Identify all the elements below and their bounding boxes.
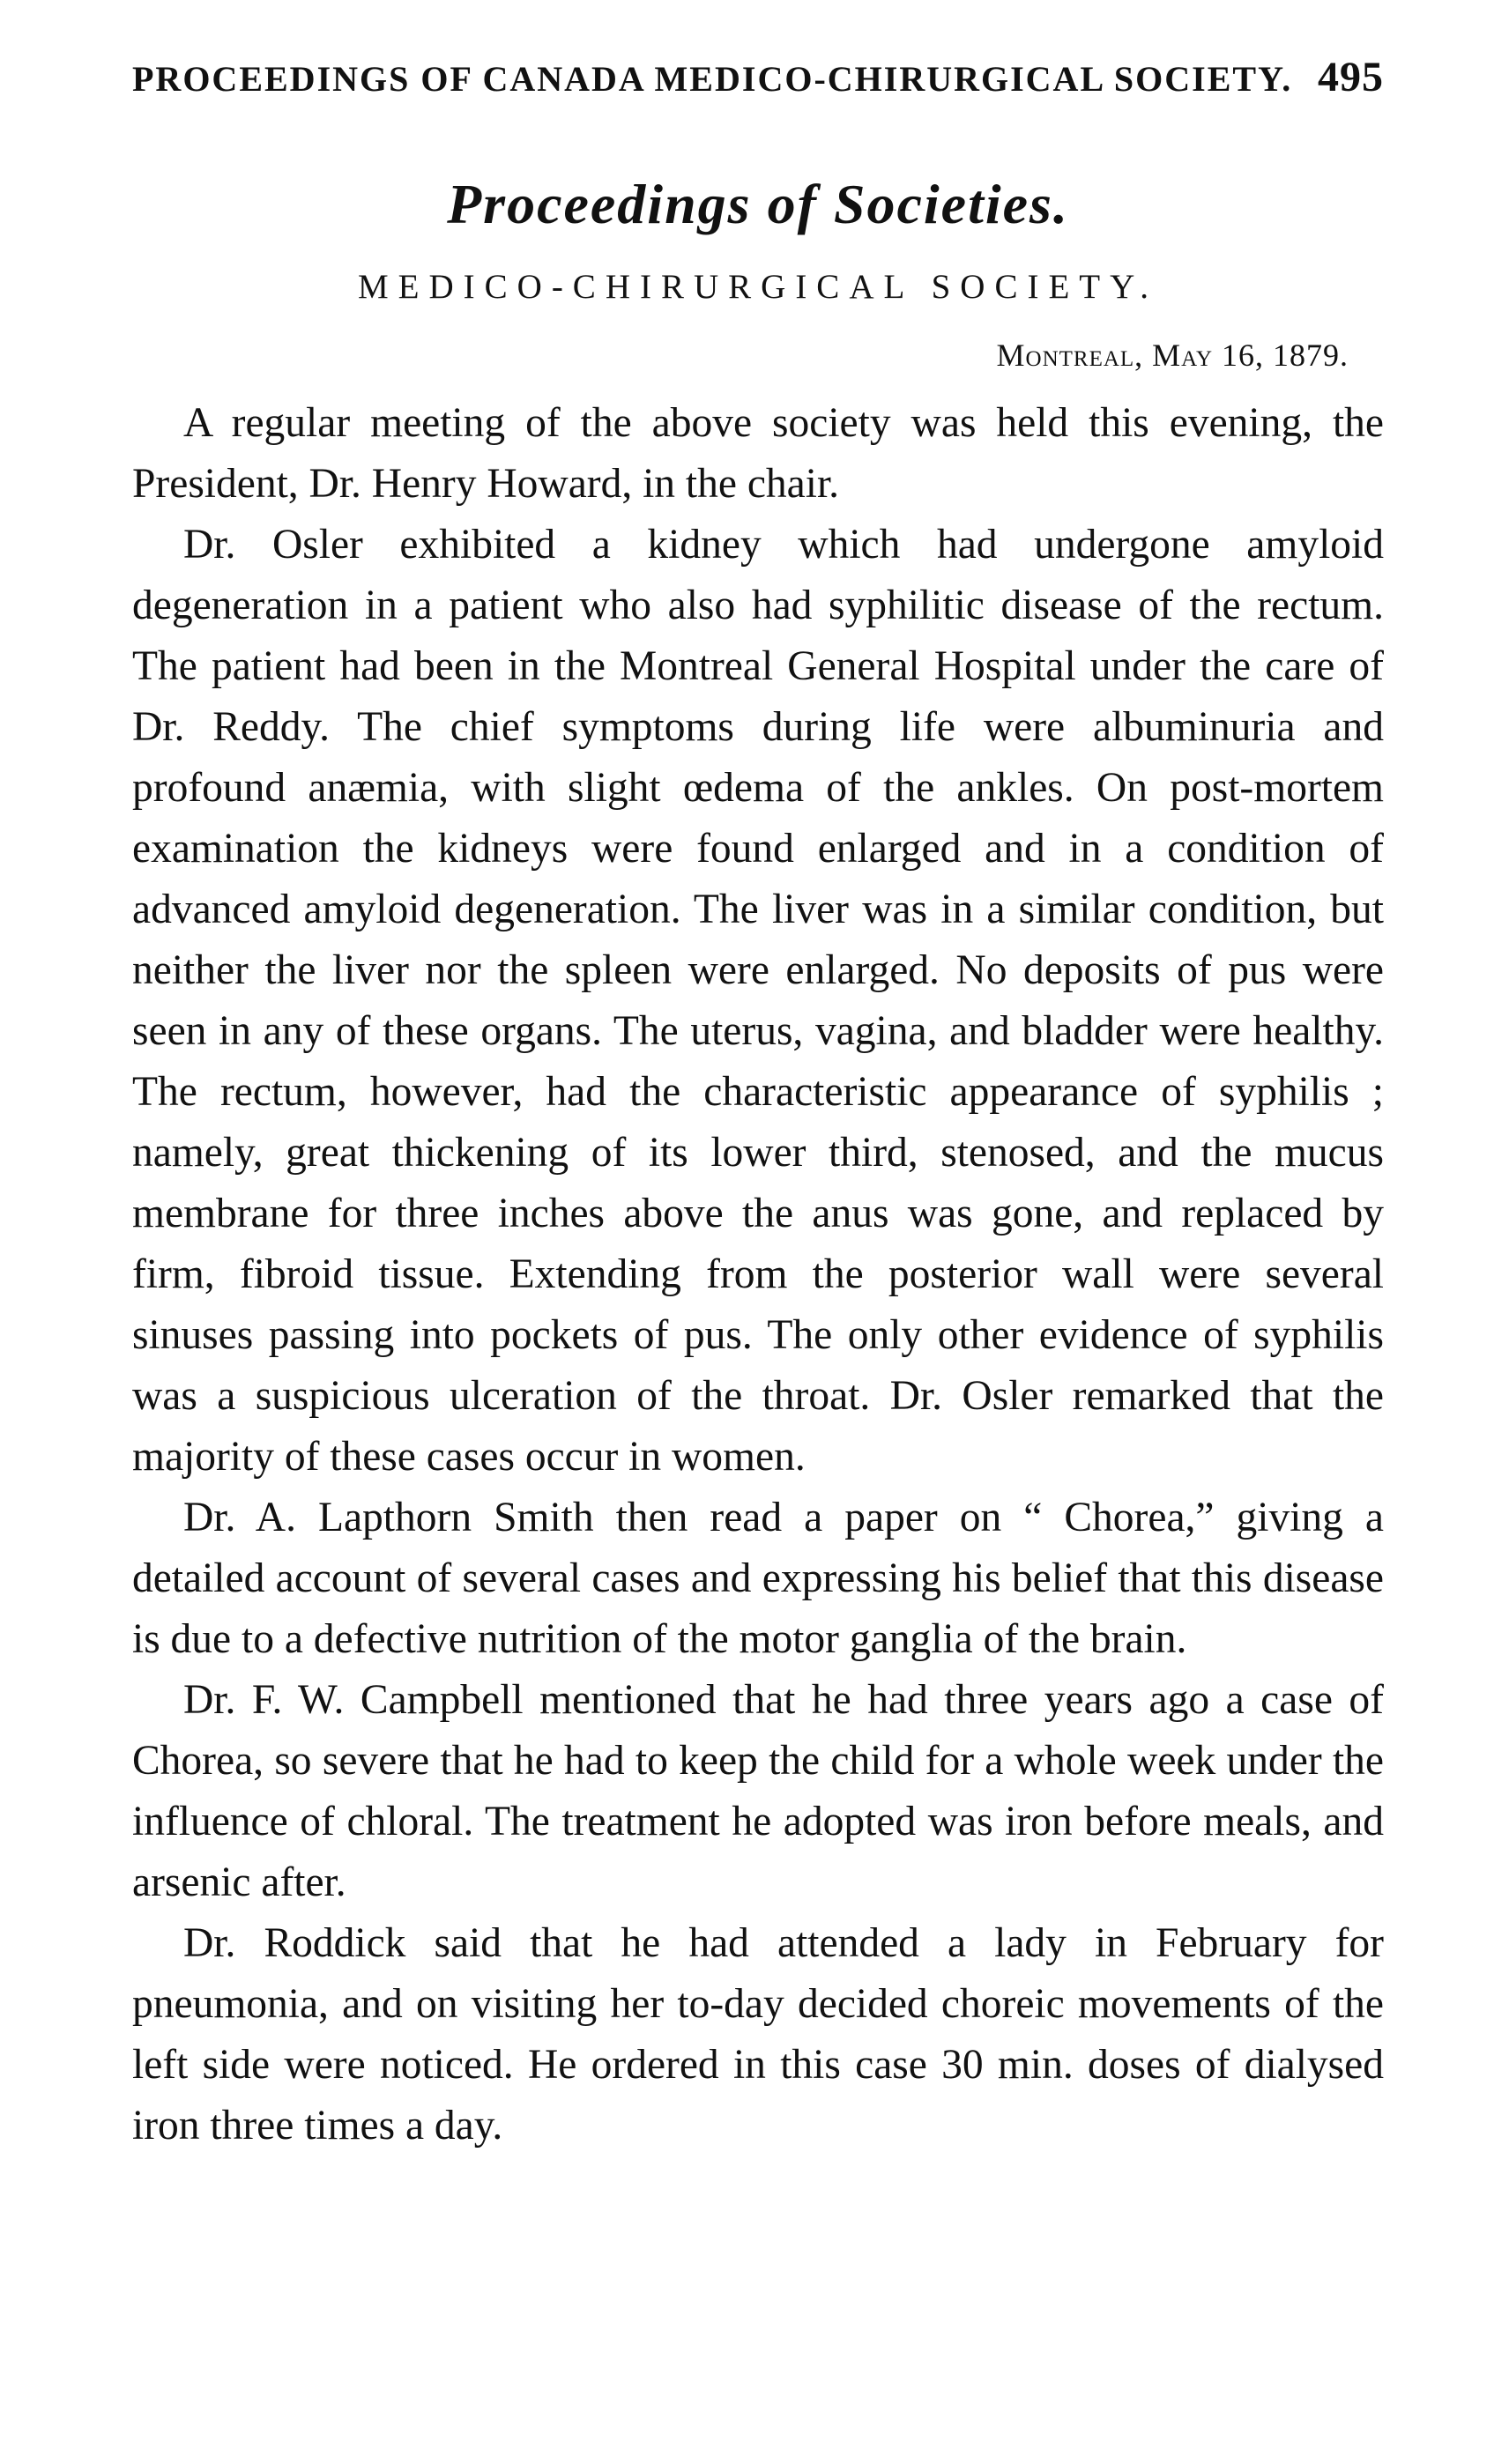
page-number: 495 [1318,54,1384,100]
section-heading: Proceedings of Societies. [447,173,1069,235]
body-text [132,393,1384,2156]
paragraph-campbell-case: Dr. F. W. Campbell mentioned that he had three years ago a case of Chorea, so severe that he had to keep the child for a whole week under the influence of chloral. The treatment he adopted was iron before meals, and arsenic after. [132,1677,1384,1905]
paragraph-meeting-opening: A regular meeting of the above society was held this evening, the President, Dr. Henry Howard, in the chair. [132,400,1384,507]
paragraph-roddick-case: Dr. Roddick said that he had attended a lady in February for pneumonia, and on visiting her to-day decided choreic movements of the left side were noticed. He ordered in this case 30 min. doses of dialysed iron three times a day. [132,1920,1384,2149]
society-title: MEDICO-CHIRURGICAL SOCIETY. [357,268,1158,306]
running-head-title: PROCEEDINGS OF CANADA MEDICO-CHIRURGICAL SOCIETY. [132,59,1293,99]
dateline: Montreal, May 16, 1879. [996,338,1349,373]
paragraph-osler-kidney: Dr. Osler exhibited a kidney which had undergone amyloid degeneration in a patient who also had syphilitic disease of the rectum. The patient had been in the Montreal General Hospital under the care of Dr. Reddy. The chief symptoms during life were albuminuria and profound anæmia, with slight œdema of the ankles. On post-mortem examination the kidneys were found enlarged and in a condition of advanced amyloid degeneration. The liver was in a similar condition, but neither the liver nor the spleen were enlarged. No deposits of pus were seen in any of these organs. The uterus, vagina, and bladder were healthy. The rectum, however, had the characteristic appearance of syphilis ; namely, great thickening of its lower third, stenosed, and the mucus membrane for three inches above the anus was gone, and replaced by firm, fibroid tissue. Extending from the posterior wall were several sinuses passing into pockets of pus. The only other evidence of syphilis was a suspicious ulceration of the throat. Dr. Osler remarked that the majority of these cases occur in women. [132,522,1384,1480]
document-page [132,53,1384,2156]
running-head [132,53,1384,101]
paragraph-smith-chorea: Dr. A. Lapthorn Smith then read a paper on “ Chorea,” giving a detailed account of several cases and expressing his belief that this disease is due to a defective nutrition of the motor ganglia of the brain. [132,1495,1384,1662]
